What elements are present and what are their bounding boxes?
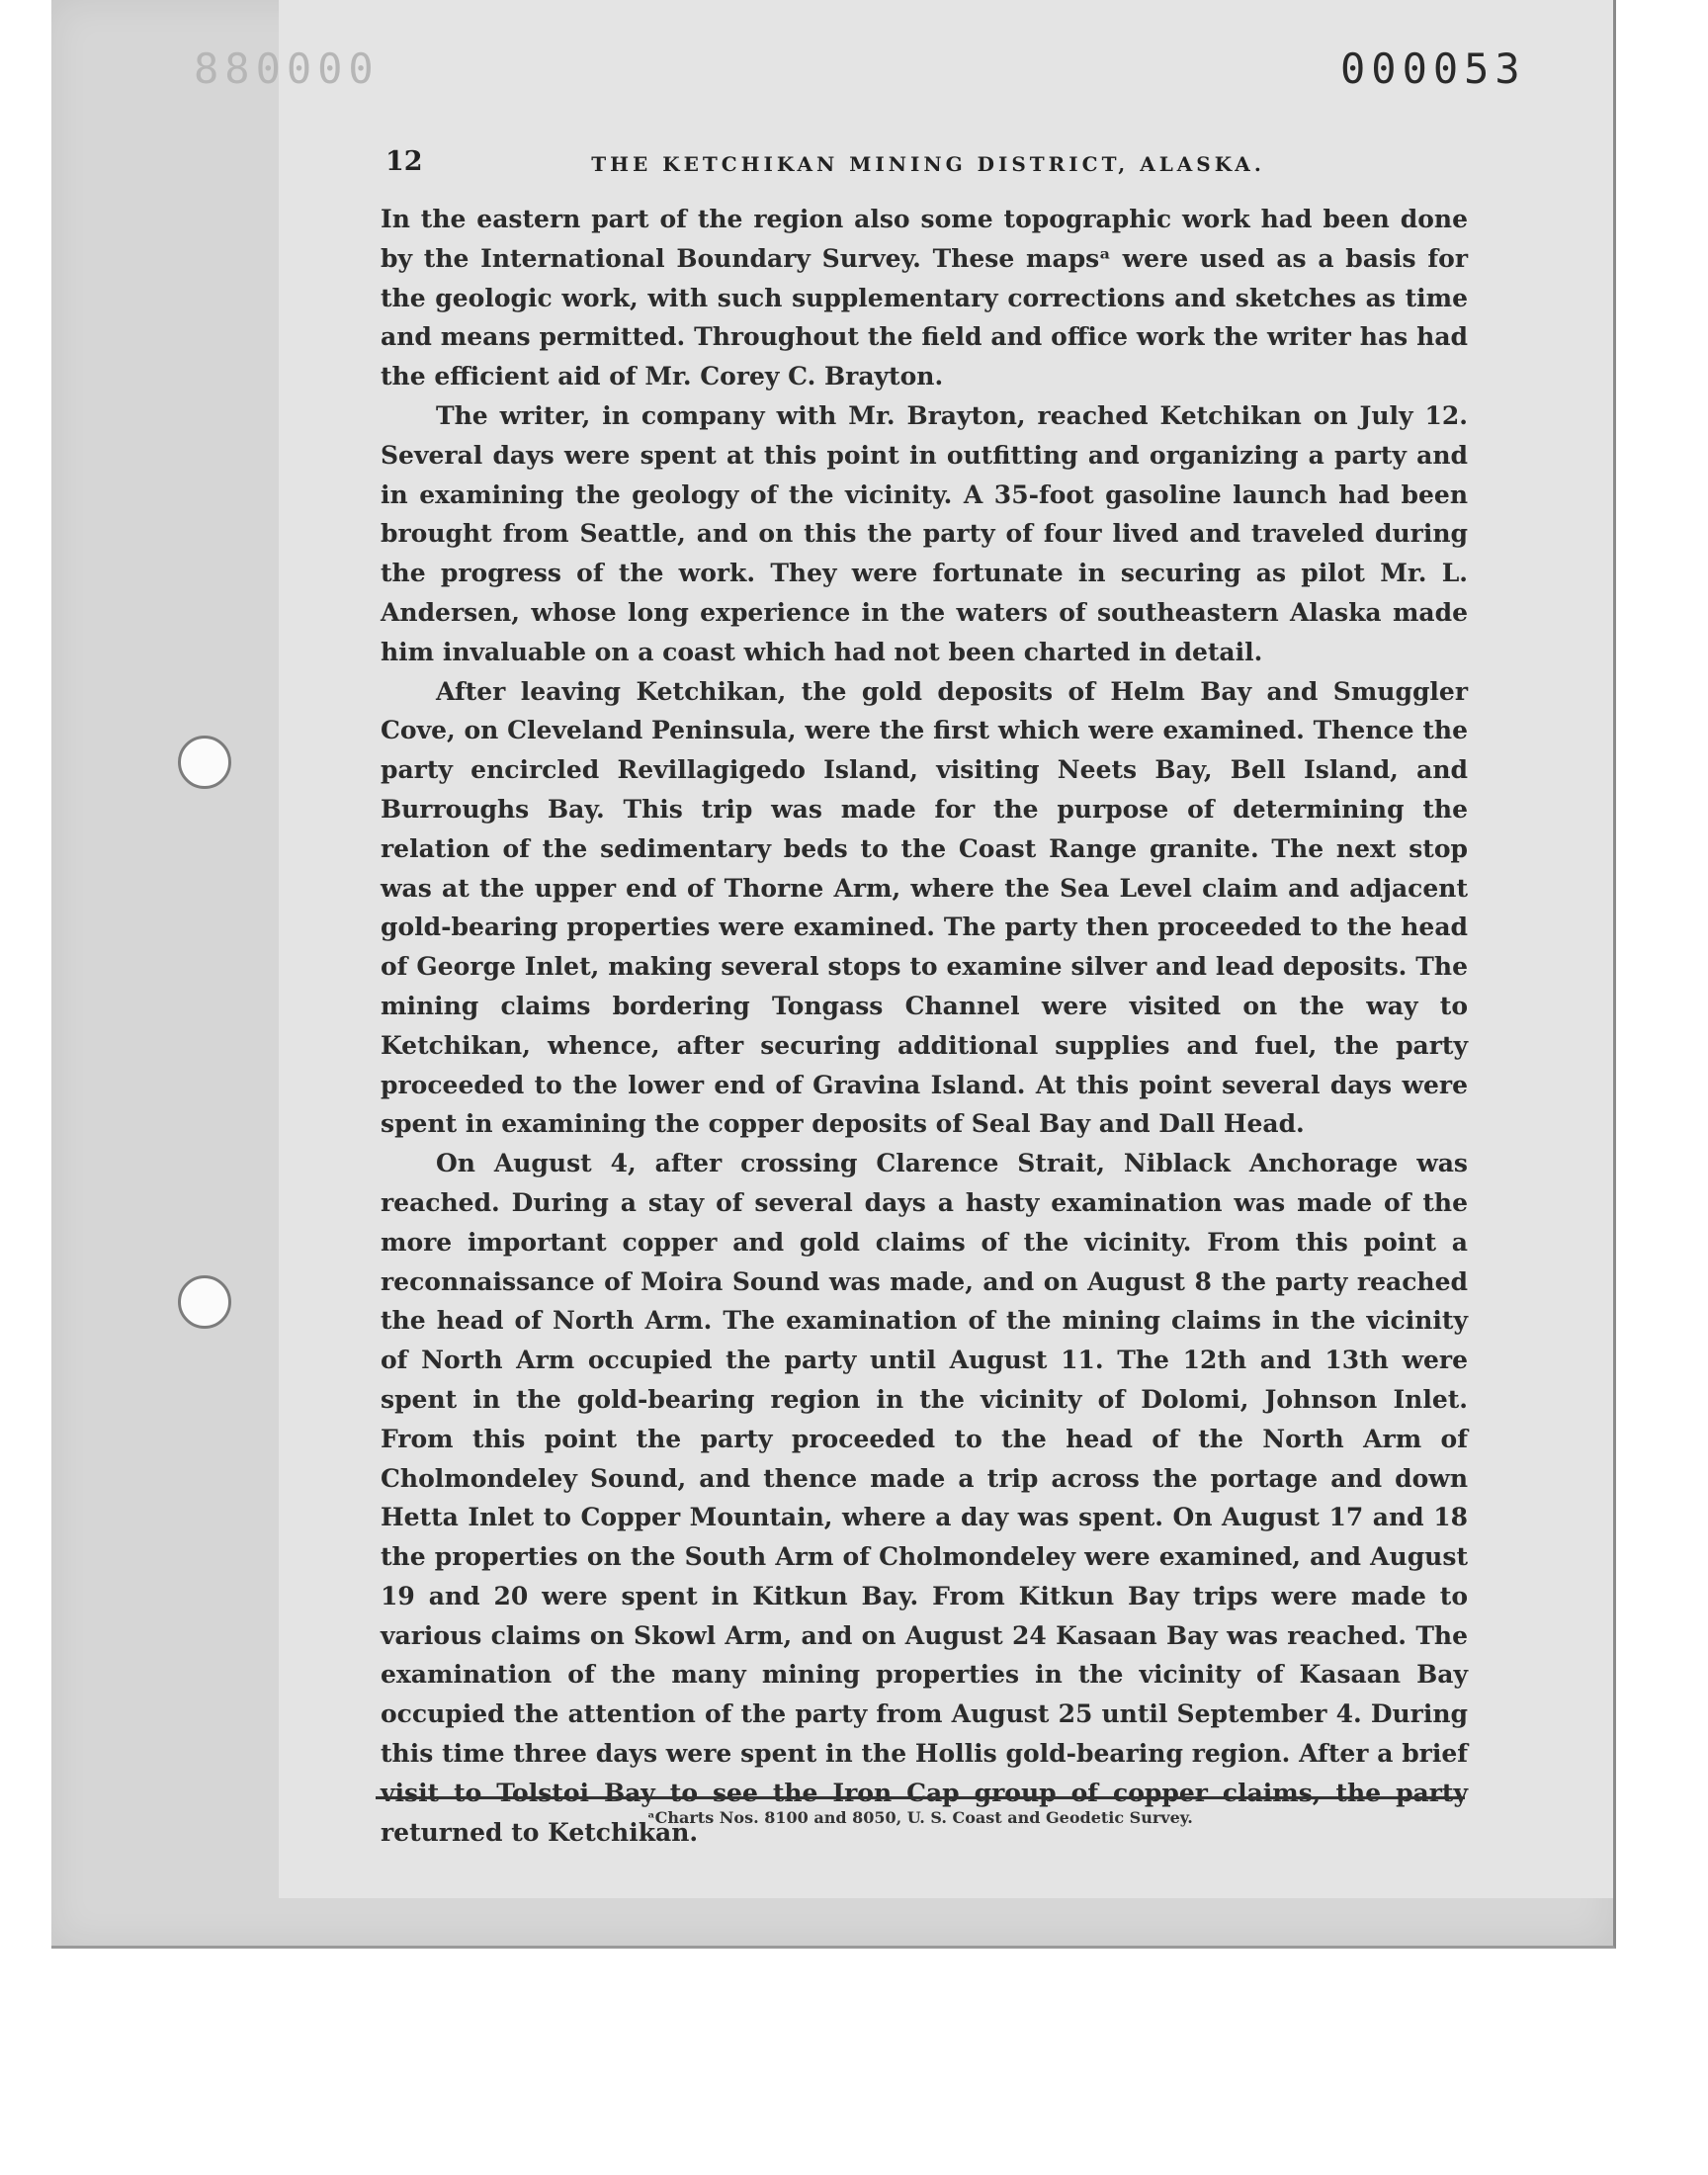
running-head <box>385 146 1471 186</box>
paragraph: After leaving Ketchikan, the gold deposits of Helm Bay and Smuggler Cove, on Cleveland Peninsula, were the first which were examined. Thence the party encircled Revillagigedo Island, visiting Neets Bay, Bell Island, and Burroughs Bay. This trip was made for the purpose of determining the relation of the sedimentary beds to the Coast Range granite. The next stop was at the upper end of Thorne Arm, where the Sea Level claim and adjacent gold-bearing properties were examined. The party then proceeded to the head of George Inlet, making several stops to examine silver and lead deposits. The mining claims bordering Tongass Channel were visited on the way to Ketchikan, whence, after securing additional supplies and fuel, the party proceeded to the lower end of Gravina Island. At this point several days were spent in examining the copper deposits of Seal Bay and Dall Head. <box>381 676 1468 1139</box>
punch-hole <box>178 736 231 789</box>
paragraph: On August 4, after crossing Clarence Strait, Niblack Anchorage was reached. During a stay of several days a hasty examination was made of the more important copper and gold claims of the vicinity. From this point a reconnaissance of Moira Sound was made, and on August 8 the party reached the head of North Arm. The examination of the mining claims in the vicinity of North Arm occupied the party until August 11. The 12th and 13th were spent in the gold-bearing region in the vicinity of Dolomi, Johnson Inlet. From this point the party proceeded to the head of the North Arm of Cholmondeley Sound, and thence made a trip across the portage and down Hetta Inlet to Copper Mountain, where a day was spent. On August 17 and 18 the properties on the South Arm of Cholmondeley were examined, and August 19 and 20 were spent in Kitkun Bay. From Kitkun Bay trips were made to various claims on Skowl Arm, and on August 24 Kasaan Bay was reached. The examination of the many mining properties in the vicinity of Kasaan Bay occupied the attention of the party from August 25 until September 4. During this time three days were spent in the Hollis gold-bearing region. After a brief visit to Tolstoi Bay to see the Iron Cap group of copper claims, the party returned to Ketchikan. <box>381 1149 1468 1847</box>
bates-stamp-number: 000053 <box>1340 44 1526 93</box>
body-text <box>381 200 1468 1852</box>
footnote: ᵃCharts Nos. 8100 and 8050, U. S. Coast and Geodetic Survey. <box>647 1808 1193 1827</box>
punch-hole <box>178 1275 231 1329</box>
paragraph: The writer, in company with Mr. Brayton, reached Ketchikan on July 12. Several days were spent at this point in outfitting and organizing a party and in examining the geology of the vicinity. A 35-foot gasoline launch had been brought from Seattle, and on this the party of four lived and traveled during the progress of the work. They were fortunate in securing as pilot Mr. L. Andersen, whose long experience in the waters of southeastern Alaska made him invaluable on a coast which had not been charted in detail. <box>381 400 1468 666</box>
footnote-rule <box>376 1796 1465 1799</box>
page-number: 12 <box>385 146 423 177</box>
paragraph: In the eastern part of the region also some topographic work had been done by the International Boundary Survey. These mapsᵃ were used as a basis for the geologic work, with such supplementary corrections and sketches as time and means permitted. Throughout the field and office work the writer has had the efficient aid of Mr. Corey C. Brayton. <box>381 205 1468 392</box>
faint-stamp-number: 880000 <box>194 44 380 93</box>
page-title: THE KETCHIKAN MINING DISTRICT, ALASKA. <box>591 152 1265 176</box>
